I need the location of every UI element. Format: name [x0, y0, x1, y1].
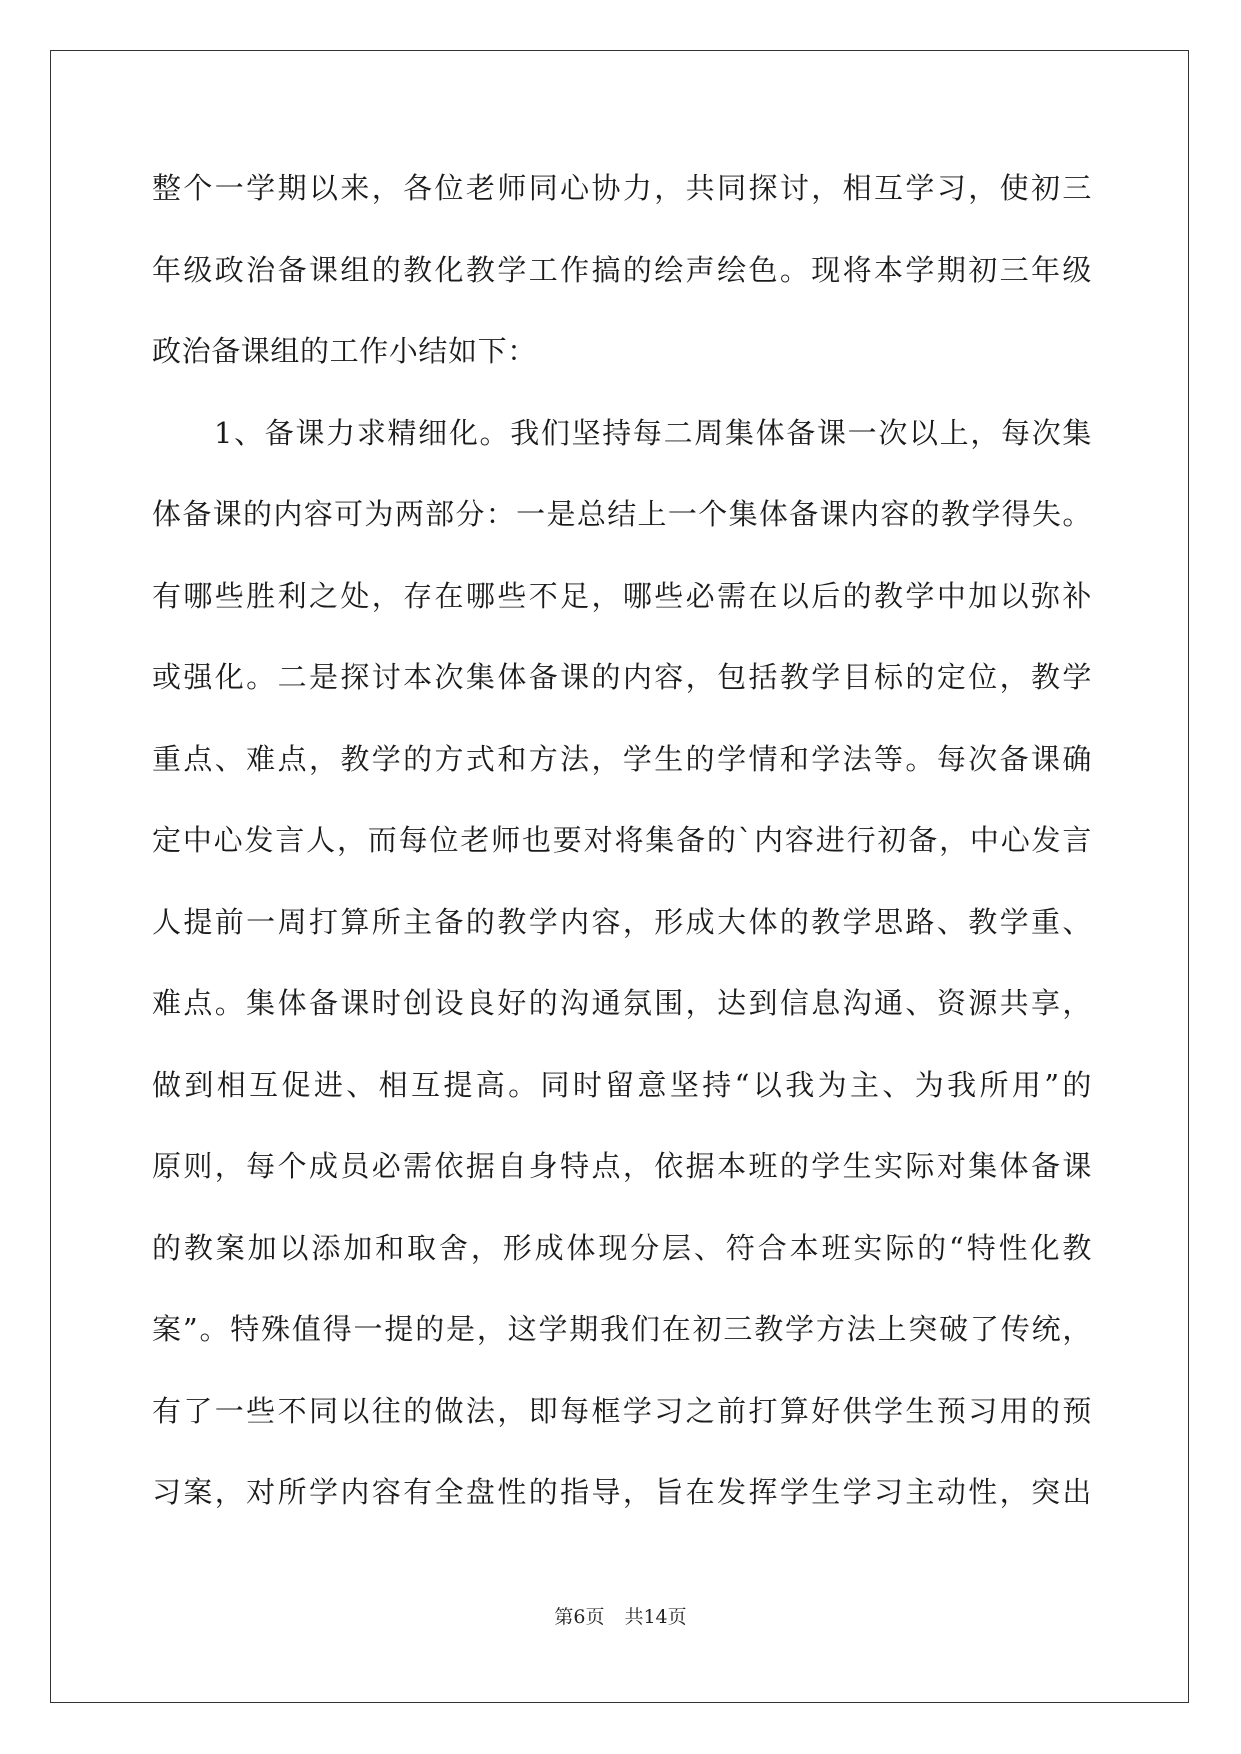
text-line: 定中心发言人，而每位老师也要对将集备的`内容进行初备，中心发言	[152, 823, 1092, 857]
page-total: 共14页	[624, 1606, 687, 1628]
text-line: 整个一学期以来，各位老师同心协力，共同探讨，相互学习，使初三	[152, 171, 1092, 205]
text-line: 有哪些胜利之处，存在哪些不足，哪些必需在以后的教学中加以弥补	[152, 578, 1092, 613]
paragraph-first-line: 1、备课力求精细化。我们坚持每二周集体备课一次以上，每次集	[214, 415, 1092, 450]
page-footer	[0, 1602, 1241, 1629]
text-line: 政治备课组的工作小结如下：	[152, 334, 537, 368]
text-line: 或强化。二是探讨本次集体备课的内容，包括教学目标的定位，教学	[152, 660, 1092, 694]
text-line: 做到相互促进、相互提高。同时留意坚持“以我为主、为我所用”的	[152, 1067, 1092, 1102]
page-number: 第6页	[554, 1606, 605, 1628]
text-line: 有了一些不同以往的做法，即每框学习之前打算好供学生预习用的预	[152, 1393, 1092, 1428]
text-line: 习案，对所学内容有全盘性的指导，旨在发挥学生学习主动性，突出	[152, 1475, 1092, 1509]
text-line: 原则，每个成员必需依据自身特点，依据本班的学生实际对集体备课	[152, 1149, 1092, 1183]
document-body	[152, 148, 1092, 1534]
text-line: 重点、难点，教学的方式和方法，学生的学情和学法等。每次备课确	[152, 741, 1092, 776]
text-line: 体备课的内容可为两部分：一是总结上一个集体备课内容的教学得失。	[152, 497, 1092, 531]
text-line: 年级政治备课组的教化教学工作搞的绘声绘色。现将本学期初三年级	[152, 252, 1092, 287]
text-line: 案”。特殊值得一提的是，这学期我们在初三教学方法上突破了传统，	[152, 1312, 1092, 1346]
text-line: 的教案加以添加和取舍，形成体现分层、符合本班实际的“特性化教	[152, 1230, 1092, 1265]
text-line: 人提前一周打算所主备的教学内容，形成大体的教学思路、教学重、	[152, 904, 1092, 939]
text-line: 难点。集体备课时创设良好的沟通氛围，达到信息沟通、资源共享，	[152, 986, 1092, 1020]
